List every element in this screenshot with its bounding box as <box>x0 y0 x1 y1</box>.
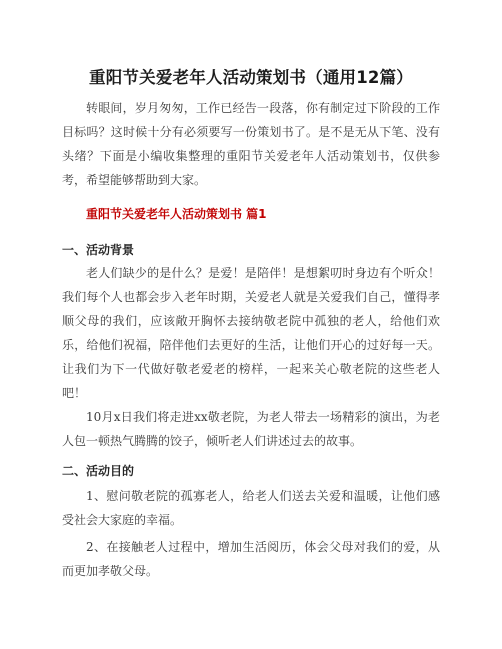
article-heading: 重阳节关爱老年人活动策划书 篇1 <box>86 207 267 221</box>
intro-paragraph: 转眼间，岁月匆匆，工作已经告一段落，你有制定过下阶段的工作目标吗？这时候十分有必须要写一份策划书了。是不是无从下笔、没有头绪？下面是小编收集整理的重阳节关爱老年人活动策划书，仅供参考，希望能够帮助到大家。 <box>62 101 440 187</box>
section2-item-2: 2、在接触老人过程中，增加生活阅历，体会父母对我们的爱，从而更加孝敬父母。 <box>62 540 440 578</box>
section2-heading: 二、活动目的 <box>62 464 135 478</box>
section1-paragraph-2: 10月x日我们将走进xx敬老院，为老人带去一场精彩的演出，为老人包一顿热气腾腾的饺子，倾听老人们讲述过去的故事。 <box>62 410 440 448</box>
document-title: 重阳节关爱老年人活动策划书（通用12篇） <box>89 68 413 87</box>
section1-heading: 一、活动背景 <box>62 243 135 257</box>
section1-paragraph-1: 老人们缺少的是什么？是爱！是陪伴！是想絮叨时身边有个听众！我们每个人也都会步入老年时期，关爱老人就是关爱我们自己，懂得孝顺父母的我们，应该敞开胸怀去接纳敬老院中孤独的老人，给他们欢乐，给他们祝福，陪伴他们去更好的生活，让他们开心的过好每一天。让我们为下一代做好敬老爱老的榜样，一起来关心敬老院的这些老人吧！ <box>62 266 440 400</box>
section2-item-1: 1、慰问敬老院的孤寡老人，给老人们送去关爱和温暖，让他们感受社会大家庭的幸福。 <box>62 489 440 527</box>
